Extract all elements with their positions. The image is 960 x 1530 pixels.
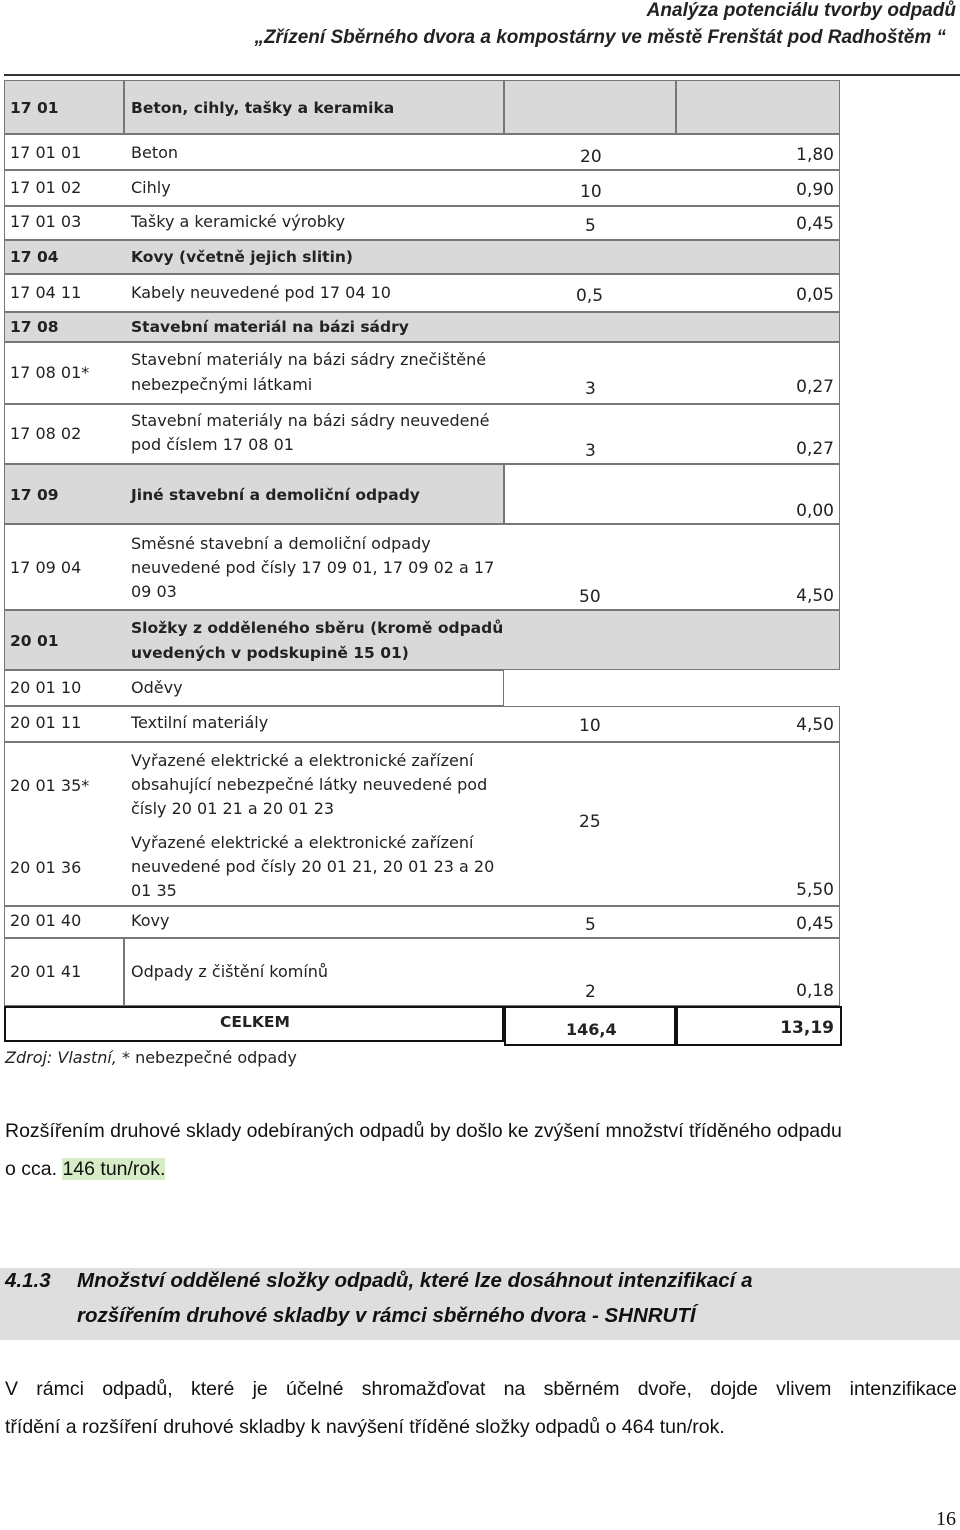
waste-code: 20 01 10 <box>10 678 82 697</box>
paragraph-1 <box>5 1112 957 1188</box>
waste-name: Cihly <box>131 178 171 197</box>
waste-qty: 10 <box>580 182 602 202</box>
table-source <box>5 1048 297 1067</box>
total-value: 13,19 <box>780 1018 834 1038</box>
section-number: 4.1.3 <box>5 1269 51 1292</box>
waste-qty: 2 <box>585 982 596 1002</box>
section-title-line1: Množství oddělené složky odpadů, které lze dosáhnout intenzifikací a <box>77 1269 753 1292</box>
waste-name: Směsné stavební a demoliční odpady <box>131 534 431 553</box>
header-title: Analýza potenciálu tvorby odpadů <box>646 0 956 21</box>
waste-value: 1,80 <box>796 145 834 165</box>
waste-name: nebezpečnými látkami <box>131 375 313 394</box>
waste-name: Vyřazené elektrické a elektronické zařízení <box>131 751 474 770</box>
waste-name: Stavební materiál na bázi sádry <box>131 318 409 336</box>
waste-code: 17 01 02 <box>10 178 82 197</box>
waste-name: uvedených v podskupině 15 01) <box>131 644 409 662</box>
waste-name: čísly 20 01 21 a 20 01 23 <box>131 799 335 818</box>
section-title-line2: rozšířením druhové skladby v rámci sběrného dvora - SHNRUTÍ <box>77 1304 696 1327</box>
header-subtitle: „Zřízení Sběrného dvora a kompostárny ve městě Frenštát pod Radhoštěm “ <box>254 27 946 48</box>
waste-qty: 5 <box>585 915 596 935</box>
paragraph-1-line-b <box>5 1150 957 1188</box>
header-divider <box>4 74 960 76</box>
waste-name: Vyřazené elektrické a elektronické zařízení <box>131 833 474 852</box>
waste-code: 17 09 <box>10 486 59 504</box>
waste-value: 5,50 <box>796 880 834 900</box>
waste-name: Oděvy <box>131 678 183 697</box>
waste-code: 20 01 41 <box>10 962 82 981</box>
waste-qty: 10 <box>579 716 601 736</box>
waste-code: 17 01 <box>10 99 59 117</box>
waste-name: Beton, cihly, tašky a keramika <box>131 99 395 117</box>
waste-code: 20 01 11 <box>10 713 82 732</box>
waste-name: Odpady z čištění komínů <box>131 962 329 981</box>
waste-qty: 0,5 <box>576 286 604 306</box>
waste-name: neuvedené pod čísly 17 09 01, 17 09 02 a 17 <box>131 558 495 577</box>
waste-qty: 3 <box>585 441 596 461</box>
waste-code: 17 01 03 <box>10 212 82 231</box>
waste-name: Textilní materiály <box>131 713 269 732</box>
table-cell <box>676 80 840 134</box>
waste-value: 0,27 <box>796 439 834 459</box>
waste-code: 17 04 11 <box>10 283 82 302</box>
waste-code: 17 01 01 <box>10 143 82 162</box>
waste-name: Beton <box>131 143 179 162</box>
waste-value: 0,90 <box>796 180 834 200</box>
paragraph-2-line-a: V rámci odpadů, které je účelné shromažďovat na sběrném dvoře, dojde vlivem intenzifikace <box>5 1378 957 1400</box>
waste-code: 20 01 <box>10 632 59 650</box>
waste-name: Stavební materiály na bázi sádry neuvedené <box>131 411 490 430</box>
total-qty: 146,4 <box>566 1020 617 1039</box>
paragraph-2-line-b: třídění a rozšíření druhové skladby k navýšení tříděné složky odpadů o 464 tun/rok. <box>5 1416 725 1438</box>
waste-value: 0,05 <box>796 285 834 305</box>
waste-name: Kovy <box>131 911 170 930</box>
waste-name: Složky z odděleného sběru (kromě odpadů <box>131 619 504 637</box>
paragraph-2 <box>5 1370 957 1446</box>
waste-value: 0,27 <box>796 377 834 397</box>
waste-qty: 25 <box>579 812 601 832</box>
waste-name: pod číslem 17 08 01 <box>131 435 294 454</box>
waste-value: 4,50 <box>796 715 834 735</box>
waste-name: Jiné stavební a demoliční odpady <box>131 486 420 504</box>
waste-value: 0,45 <box>796 214 834 234</box>
waste-name: 09 03 <box>131 582 177 601</box>
waste-value: 4,50 <box>796 586 834 606</box>
waste-name: Kovy (včetně jejich slitin) <box>131 248 353 266</box>
table-row <box>4 240 840 274</box>
waste-qty: 3 <box>585 379 596 399</box>
waste-name: neuvedené pod čísly 20 01 21, 20 01 23 a 20 <box>131 857 495 876</box>
waste-code: 20 01 40 <box>10 911 82 930</box>
table-cell <box>504 80 676 134</box>
page-number: 16 <box>936 1508 956 1530</box>
source-suffix: * nebezpečné odpady <box>116 1048 297 1067</box>
waste-name: Stavební materiály na bázi sádry znečištěné <box>131 350 487 369</box>
waste-code: 17 04 <box>10 248 59 266</box>
waste-code: 20 01 35* <box>10 776 90 795</box>
paragraph-1-prefix: o cca. <box>5 1158 63 1180</box>
waste-code: 17 08 02 <box>10 424 82 443</box>
waste-name: obsahující nebezpečné látky neuvedené pod <box>131 775 488 794</box>
waste-value: 0,00 <box>796 501 834 521</box>
waste-code: 17 08 <box>10 318 59 336</box>
waste-value: 0,45 <box>796 914 834 934</box>
table-row <box>4 312 840 342</box>
waste-qty: 50 <box>579 587 601 607</box>
waste-name: 01 35 <box>131 881 177 900</box>
waste-value: 0,18 <box>796 981 834 1001</box>
waste-code: 17 08 01* <box>10 363 90 382</box>
total-label: CELKEM <box>220 1013 290 1031</box>
highlight-amount: 146 tun/rok. <box>62 1158 166 1180</box>
waste-code: 17 09 04 <box>10 558 82 577</box>
waste-code: 20 01 36 <box>10 858 82 877</box>
waste-name: Kabely neuvedené pod 17 04 10 <box>131 283 391 302</box>
source-prefix: Zdroj: Vlastní, <box>5 1048 117 1067</box>
waste-qty: 5 <box>585 216 596 236</box>
waste-name: Tašky a keramické výrobky <box>131 212 346 231</box>
paragraph-1-line-a: Rozšířením druhové sklady odebíraných odpadů by došlo ke zvýšení množství tříděného odpadu <box>5 1120 842 1142</box>
waste-qty: 20 <box>580 147 602 167</box>
